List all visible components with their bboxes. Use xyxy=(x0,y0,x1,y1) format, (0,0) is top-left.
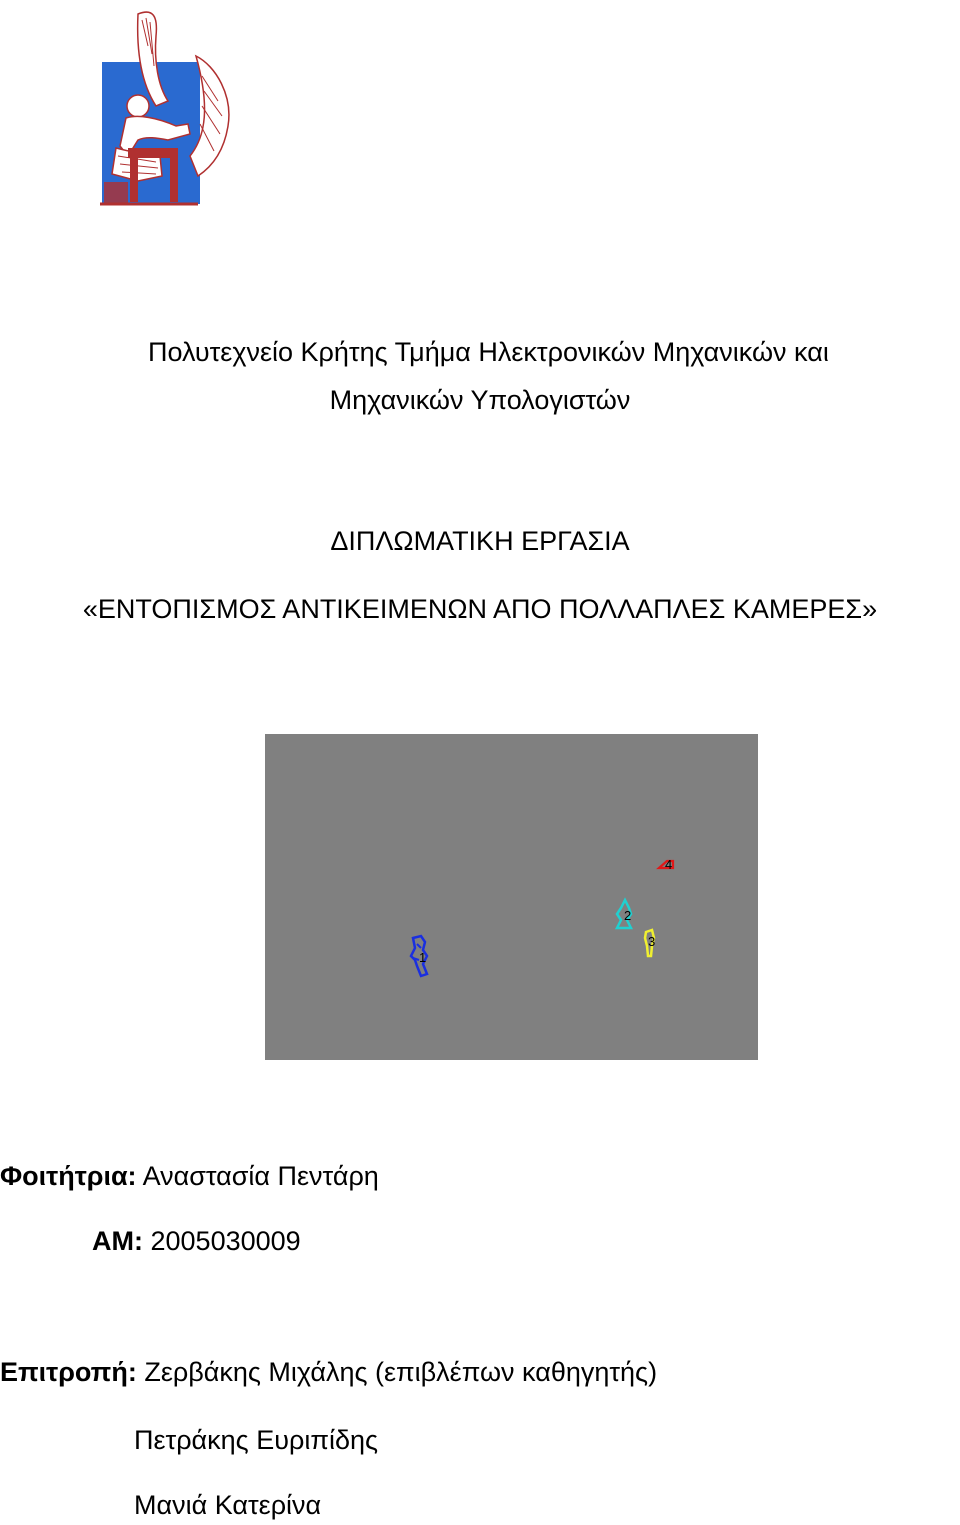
thesis-title: «ΕΝΤΟΠΙΣΜΟΣ ΑΝΤΙΚΕΙΜΕΝΩΝ ΑΠΟ ΠΟΛΛΑΠΛΕΣ ΚΑΜΕΡΕΣ» xyxy=(82,594,878,624)
tracking-figure-canvas xyxy=(265,734,758,1060)
tracking-figure xyxy=(265,734,758,1060)
logo-figure-head xyxy=(127,95,149,117)
track-label-2: 2 xyxy=(624,908,632,923)
student-id-label: ΑΜ: xyxy=(92,1226,143,1256)
university-name-line-2: Μηχανικών Υπολογιστών xyxy=(329,385,631,415)
university-logo xyxy=(98,6,234,206)
committee-line xyxy=(0,1357,657,1388)
track-label-4: 4 xyxy=(665,857,673,872)
student-line xyxy=(0,1161,379,1192)
committee-member-2: Πετράκης Ευριπίδης xyxy=(134,1425,379,1455)
committee-label: Επιτροπή: xyxy=(0,1357,137,1387)
track-label-1: 1 xyxy=(419,950,427,965)
student-id-line xyxy=(92,1226,301,1257)
committee-member-1: Ζερβάκης Μιχάλης (επιβλέπων καθηγητής) xyxy=(144,1357,658,1387)
student-id-value: 2005030009 xyxy=(150,1226,301,1256)
logo-graphic xyxy=(98,6,234,206)
student-label: Φοιτήτρια: xyxy=(0,1161,137,1191)
thesis-type: ΔΙΠΛΩΜΑΤΙΚΗ ΕΡΓΑΣΙΑ xyxy=(330,526,630,556)
track-label-3: 3 xyxy=(648,934,656,949)
university-name-line-1: Πολυτεχνείο Κρήτης Τμήμα Ηλεκτρονικών Μηχανικών και xyxy=(148,337,829,367)
committee-member-3: Μανιά Κατερίνα xyxy=(134,1490,322,1520)
student-name: Αναστασία Πεντάρη xyxy=(142,1161,379,1191)
